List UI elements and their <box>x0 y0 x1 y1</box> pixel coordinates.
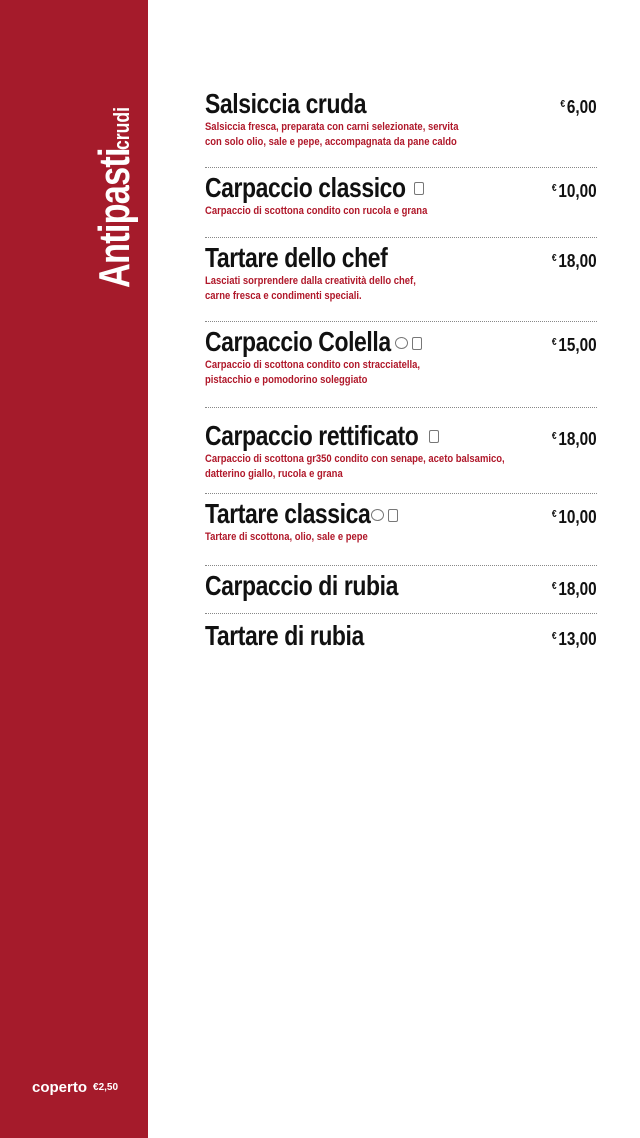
menu-item <box>205 168 597 238</box>
section-title-main: Antipasti <box>90 148 139 288</box>
dairy-icon <box>388 509 398 522</box>
menu-item <box>205 88 597 168</box>
menu-item-header <box>205 172 597 204</box>
section-title-sub: crudi <box>109 107 134 151</box>
price-value: 10,00 <box>558 181 597 201</box>
cover-charge <box>32 1079 118 1096</box>
allergen-icons <box>395 337 422 350</box>
nut-icon <box>371 509 384 521</box>
menu-item-name: Tartare dello chef <box>205 242 388 273</box>
menu-item-title <box>205 242 427 274</box>
menu-item-description: Carpaccio di scottona gr350 condito con senape, aceto balsamico, <box>205 453 505 465</box>
menu-item-description: Tartare di scottona, olio, sale e pepe <box>205 531 368 543</box>
menu-item-description: pistacchio e pomodorino soleggiato <box>205 374 368 386</box>
menu-item-header <box>205 326 597 358</box>
menu-item-header <box>205 88 597 120</box>
allergen-icons <box>414 182 424 195</box>
menu-item <box>205 614 597 654</box>
menu-item <box>205 494 597 566</box>
menu-item-price <box>552 181 597 202</box>
menu-item-description: Salsiccia fresca, preparata con carni selezionate, servita <box>205 121 459 133</box>
menu-item-title <box>205 498 407 530</box>
menu-item-title <box>205 172 450 204</box>
menu-item-description: Lasciati sorprendere dalla creatività dello chef, <box>205 275 416 287</box>
menu-item-price <box>552 629 597 650</box>
menu-item-title <box>205 88 401 120</box>
allergen-icons <box>429 430 439 443</box>
menu-item-description: carne fresca e condimenti speciali. <box>205 290 362 302</box>
menu-item <box>205 408 597 494</box>
menu-item-name: Carpaccio di rubia <box>205 570 398 601</box>
menu-list <box>205 88 597 654</box>
menu-item-header <box>205 498 597 530</box>
currency-symbol: € <box>552 581 558 592</box>
currency-symbol: € <box>552 337 558 348</box>
menu-item-price <box>552 507 597 528</box>
menu-item <box>205 566 597 614</box>
dairy-icon <box>412 337 422 350</box>
allergen-icons <box>371 509 398 522</box>
price-value: 6,00 <box>567 97 597 117</box>
menu-item-description: datterino giallo, rucola e grana <box>205 468 343 480</box>
menu-item-name: Tartare di rubia <box>205 620 364 651</box>
menu-item-price <box>552 579 597 600</box>
dairy-icon <box>414 182 424 195</box>
currency-symbol: € <box>552 431 558 442</box>
currency-symbol: € <box>552 253 558 264</box>
section-title <box>90 97 140 288</box>
price-value: 15,00 <box>558 335 597 355</box>
sidebar-perforated-edge <box>144 0 152 1138</box>
currency-symbol: € <box>552 509 558 520</box>
price-value: 13,00 <box>558 629 597 649</box>
menu-item <box>205 238 597 322</box>
cover-charge-label: coperto <box>32 1079 88 1096</box>
menu-item-name: Carpaccio Colella <box>205 326 391 357</box>
menu-item-header <box>205 620 597 652</box>
menu-item-header <box>205 242 597 274</box>
menu-item-price <box>552 251 597 272</box>
price-value: 18,00 <box>558 429 597 449</box>
price-value: 18,00 <box>558 251 597 271</box>
currency-symbol: € <box>560 99 566 110</box>
currency-symbol: € <box>552 631 558 642</box>
menu-item-price <box>552 335 597 356</box>
menu-item-description: Carpaccio di scottona condito con rucola e grana <box>205 205 428 217</box>
price-value: 18,00 <box>558 579 597 599</box>
menu-item-name: Salsiccia cruda <box>205 88 367 119</box>
price-value: 10,00 <box>558 507 597 527</box>
menu-item-title <box>205 420 465 452</box>
menu-item <box>205 322 597 408</box>
menu-item-title <box>205 326 431 358</box>
menu-item-title <box>205 620 399 652</box>
nut-icon <box>395 337 408 349</box>
menu-item-name: Tartare classica <box>205 498 371 529</box>
cover-charge-price: €2,50 <box>93 1082 119 1093</box>
currency-symbol: € <box>552 183 558 194</box>
dairy-icon <box>429 430 439 443</box>
menu-item-title <box>205 570 440 602</box>
menu-item-description: con solo olio, sale e pepe, accompagnata da pane caldo <box>205 136 457 148</box>
menu-item-header <box>205 420 597 452</box>
menu-item-name: Carpaccio classico <box>205 172 406 203</box>
menu-item-name: Carpaccio rettificato <box>205 420 419 451</box>
menu-item-description: Carpaccio di scottona condito con stracciatella, <box>205 359 421 371</box>
menu-item-price <box>552 429 597 450</box>
menu-item-header <box>205 570 597 602</box>
menu-item-price <box>561 97 597 118</box>
